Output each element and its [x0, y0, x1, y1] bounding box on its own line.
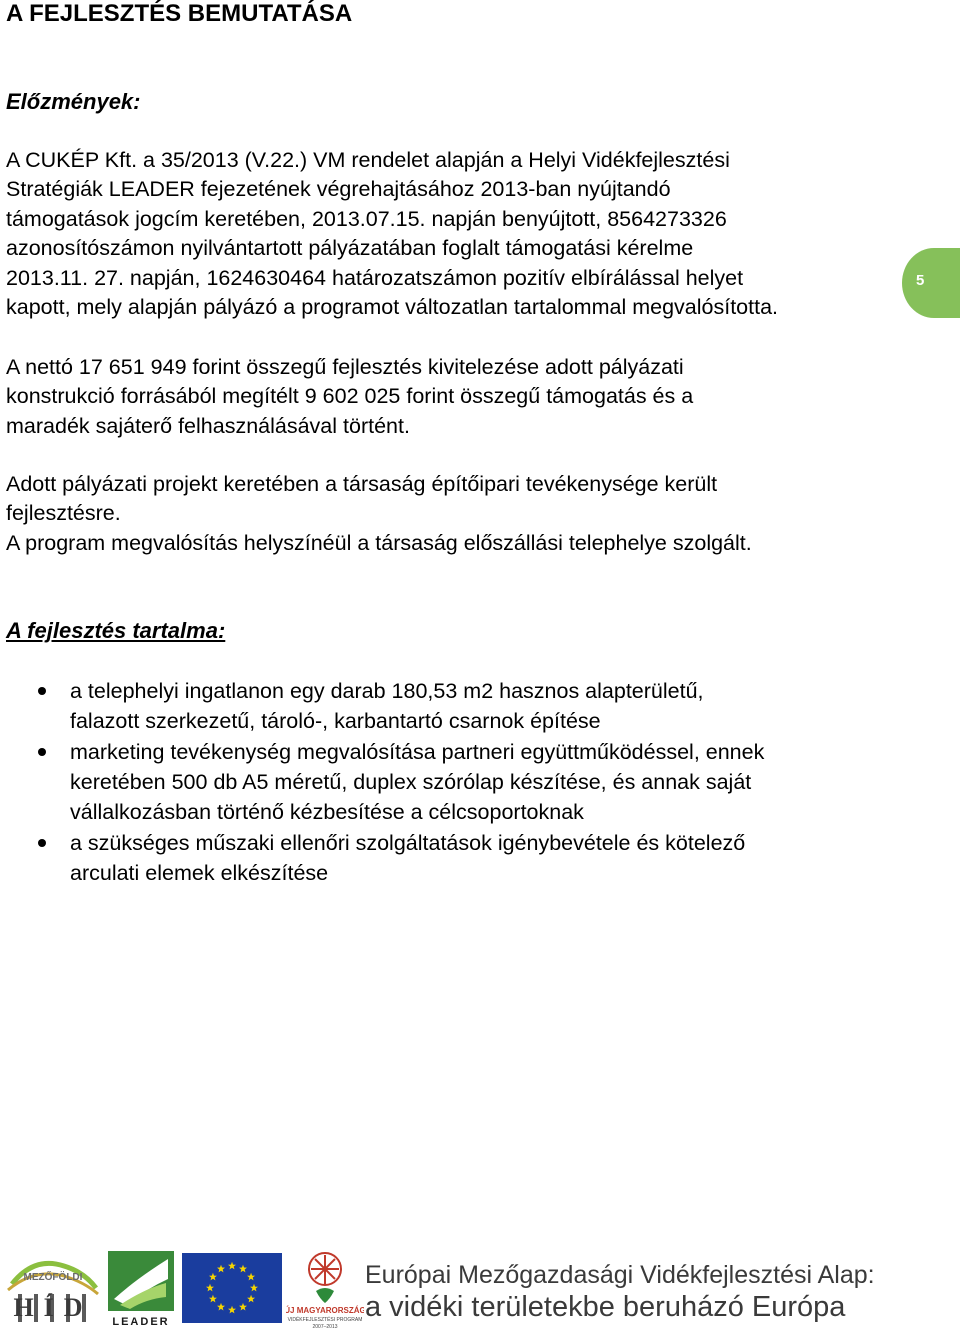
text-line: A CUKÉP Kft. a 35/2013 (V.22.) VM rendelet alapján a Helyi Vidékfejlesztési — [6, 148, 730, 172]
mezofoldi-hid-logo-graphic — [4, 1250, 102, 1326]
text-line: keretében 500 db A5 méretű, duplex szórólap készítése, és annak saját — [70, 770, 752, 794]
bullet-icon — [38, 687, 46, 695]
bullet-icon — [38, 839, 46, 847]
text-line: Adott pályázati projekt keretében a társaság építőipari tevékenysége került — [6, 472, 718, 496]
page-title: A FEJLESZTÉS BEMUTATÁSA — [6, 0, 353, 27]
text-line: falazott szerkezetű, tároló-, karbantartó csarnok építése — [70, 709, 601, 733]
umvp-logo — [286, 1247, 364, 1329]
paragraph-funding — [6, 353, 906, 441]
text-line: arculati elemek elkészítése — [70, 861, 329, 885]
mezofoldi-label: MEZŐFÖLDI — [23, 1272, 83, 1283]
text-line: a szükséges műszaki ellenőri szolgáltatások igénybevétele és kötelező — [70, 831, 746, 855]
umvp-label-3: 2007–2013 — [312, 1324, 338, 1329]
page-number-badge: 5 — [902, 248, 960, 318]
text-line: marketing tevékenység megvalósítása partneri együttműködéssel, ennek — [70, 740, 765, 764]
content-list — [0, 676, 960, 889]
history-heading: Előzmények: — [6, 89, 141, 114]
text-line: Stratégiák LEADER fejezetének végrehajtásához 2013-ban nyújtandó — [6, 177, 671, 202]
footer-logo-bar — [0, 1245, 960, 1331]
text-line: azonosítószámon nyilvántartott pályázatában foglalt támogatási kérelme — [6, 236, 694, 261]
text-line: A program megvalósítás helyszínéül a társaság előszállási telephelye szolgált. — [6, 530, 752, 555]
content-heading: A fejlesztés tartalma: — [6, 618, 226, 643]
text-line: kapott, mely alapján pályázó a programot változatlan tartalommal megvalósította. — [6, 295, 779, 320]
paragraph-history — [6, 146, 906, 322]
mezofoldi-hid-logo — [4, 1250, 102, 1326]
text-line: A nettó 17 651 949 forint összegű fejlesztés kivitelezése adott pályázati — [6, 355, 684, 379]
list-item — [0, 676, 960, 736]
eu-flag-logo — [182, 1253, 282, 1323]
list-item — [0, 828, 960, 888]
text-line: a telephelyi ingatlanon egy darab 180,53 m2 hasznos alapterületű, — [70, 679, 704, 703]
umvp-logo-graphic — [286, 1247, 364, 1329]
text-line: vállalkozásban történő kézbesítése a célcsoportoknak — [70, 800, 584, 824]
text-line: fejlesztésre. — [6, 501, 121, 526]
leader-logo — [106, 1249, 176, 1329]
paragraph-project — [6, 470, 906, 558]
hid-label: HÍD — [13, 1293, 93, 1322]
text-line: támogatások jogcím keretében, 2013.07.15. napján benyújtott, 8564273326 — [6, 206, 727, 231]
footer-eafrd-line: Európai Mezőgazdasági Vidékfejlesztési Alap: — [365, 1261, 875, 1289]
umvp-label-2: VIDÉKFEJLESZTÉSI PROGRAM — [287, 1317, 363, 1323]
list-item — [0, 737, 960, 827]
text-line: maradék sajáterő felhasználásával történt. — [6, 413, 410, 438]
leader-label: LEADER — [112, 1316, 170, 1328]
umvp-label-1: ÚJ MAGYARORSZÁG — [286, 1306, 364, 1315]
text-line: 2013.11. 27. napján, 1624630464 határozatszámon pozitív elbírálással helyet — [6, 265, 744, 290]
leader-logo-graphic — [106, 1249, 176, 1329]
footer-slogan-line: a vidéki területekbe beruházó Európa — [365, 1291, 846, 1323]
bullet-icon — [38, 748, 46, 756]
text-line: konstrukció forrásából megítélt 9 602 025 forint összegű támogatás és a — [6, 384, 694, 409]
eu-flag-icon — [182, 1253, 282, 1323]
